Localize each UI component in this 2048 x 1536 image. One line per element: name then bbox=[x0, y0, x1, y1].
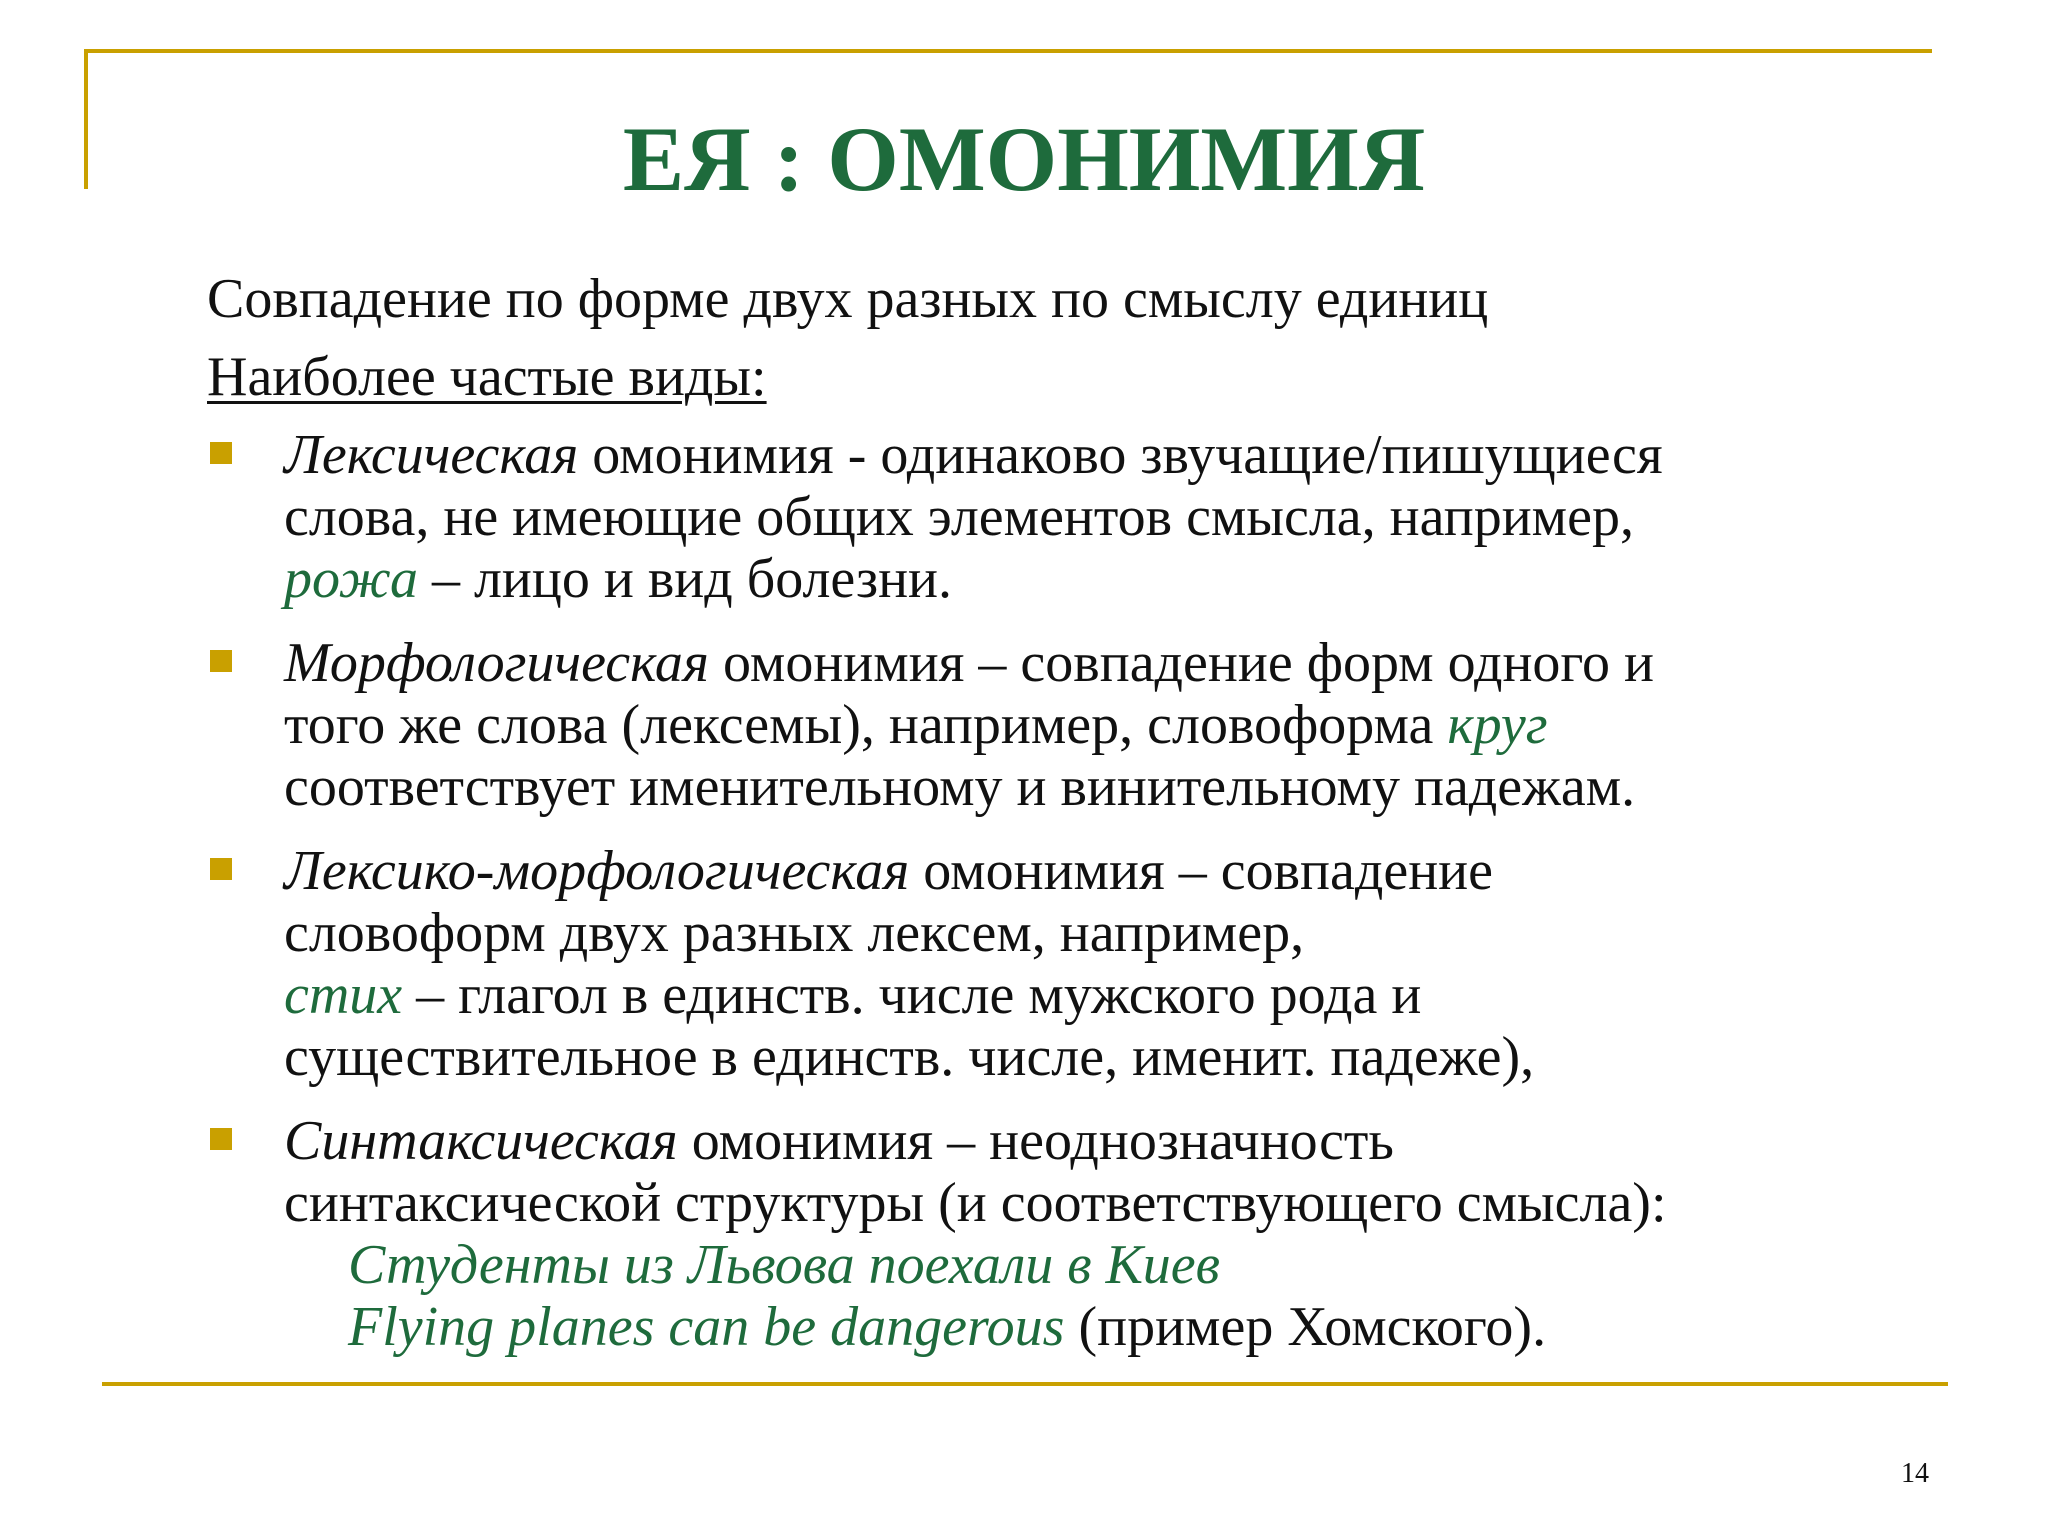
definition-text: Совпадение по форме двух разных по смыслу единиц bbox=[207, 268, 1489, 330]
bullet-line: словоформ двух разных лексем, например, bbox=[284, 902, 1305, 964]
slide-body bbox=[207, 268, 1887, 1380]
text-span: – глагол в единств. числе мужского рода и bbox=[402, 964, 1422, 1026]
text-span: омонимия - одинаково звучащие/пишущиеся bbox=[578, 424, 1663, 486]
types-heading-text: Наиболее частые виды: bbox=[207, 346, 767, 408]
bullet-line bbox=[284, 694, 1887, 756]
text-span: – лицо и вид болезни. bbox=[417, 548, 953, 610]
bullet-line bbox=[284, 964, 1887, 1026]
slide-title: ЕЯ : ОМОНИМИЯ bbox=[622, 108, 1426, 210]
square-bullet-icon bbox=[210, 858, 232, 880]
bullet-line bbox=[284, 424, 1887, 486]
bullet-syntactic bbox=[207, 1110, 1887, 1358]
bullet-line: слова, не имеющие общих элементов смысла, например, bbox=[284, 486, 1634, 548]
bullet-line bbox=[284, 632, 1887, 694]
term-morphological: Морфологическая bbox=[284, 632, 709, 694]
bottom-rule bbox=[102, 1382, 1948, 1386]
text-span: омонимия – неоднозначность bbox=[677, 1110, 1394, 1172]
bullet-line: синтаксической структуры (и соответствующего смысла): bbox=[284, 1172, 1667, 1234]
bullet-lexical bbox=[207, 424, 1887, 610]
text-span: омонимия – совпадение bbox=[909, 840, 1493, 902]
bullet-line: существительное в единств. числе, именит. падеже), bbox=[284, 1026, 1535, 1088]
term-lexmorph: Лексико-морфологическая bbox=[284, 840, 910, 902]
bullet-line bbox=[284, 548, 1887, 610]
square-bullet-icon bbox=[210, 442, 232, 464]
bullet-line bbox=[284, 840, 1887, 902]
term-lexical: Лексическая bbox=[284, 424, 579, 486]
example-sentence-en: Flying planes can be dangerous bbox=[348, 1296, 1065, 1358]
term-syntactic: Синтаксическая bbox=[284, 1110, 678, 1172]
text-span: того же слова (лексемы), например, словоформа bbox=[284, 694, 1448, 756]
page-number: 14 bbox=[1901, 1458, 1929, 1489]
bullet-lexmorph bbox=[207, 840, 1887, 1088]
example-word: рожа bbox=[284, 548, 418, 610]
square-bullet-icon bbox=[210, 650, 232, 672]
text-span: омонимия – совпадение форм одного и bbox=[708, 632, 1654, 694]
bullet-morphological bbox=[207, 632, 1887, 818]
bullet-line bbox=[284, 1110, 1887, 1172]
bullet-line: соответствует именительному и винительному падежам. bbox=[284, 756, 1636, 818]
square-bullet-icon bbox=[210, 1128, 232, 1150]
text-span: (пример Хомского). bbox=[1064, 1296, 1547, 1358]
example-word: круг bbox=[1447, 694, 1548, 756]
top-rule bbox=[84, 49, 1932, 53]
bullet-line bbox=[284, 1296, 1887, 1358]
types-heading bbox=[207, 346, 1887, 408]
example-word: стих bbox=[284, 964, 403, 1026]
example-sentence-ru: Студенты из Львова поехали в Киев bbox=[348, 1234, 1220, 1296]
